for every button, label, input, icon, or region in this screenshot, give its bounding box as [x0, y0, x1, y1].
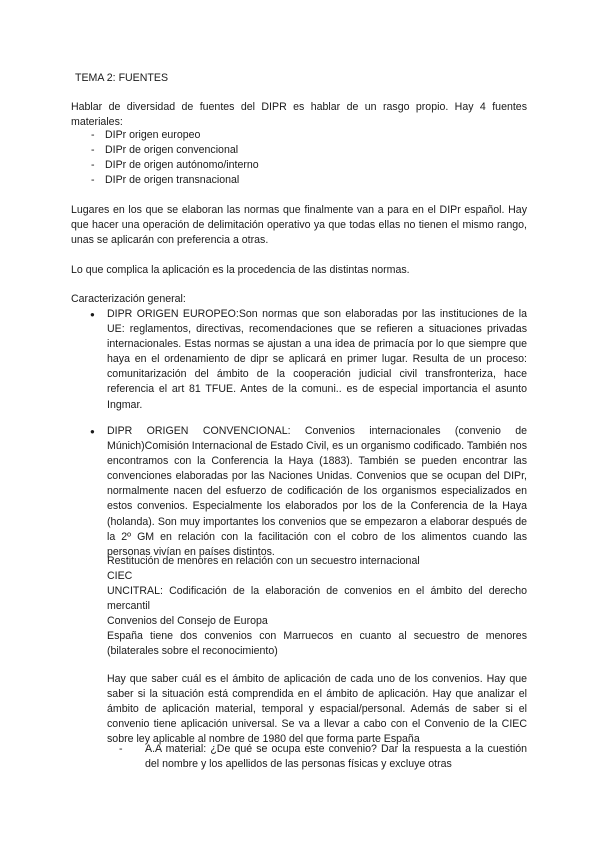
convencional-line: CIEC — [107, 570, 133, 582]
dash-marker: - — [91, 159, 95, 172]
dash-marker: - — [91, 174, 95, 187]
sources-list — [71, 128, 527, 188]
ambito-item-text: A.A material: ¿De qué se ocupa este convenio? Dar la respuesta a la cuestión del nombre y los apellidos de las personas físicas y excluye otras — [145, 743, 527, 771]
convencional-line: Restitución de menores en relación con un secuestro internacional — [107, 555, 420, 567]
ambito-paragraph: Hay que saber cuál es el ámbito de aplicación de cada uno de los convenios. Hay que saber si la situación está comprendida en el ámbito de aplicación. Hay que analizar el ámbito de aplicación material, temporal y espacial/personal. Además de saber si el convenio tiene aplicación universal. Se va a llevar a cabo con el Convenio de la CIEC sobre ley aplicable al nombre de 1980 del que forma parte España — [107, 673, 527, 746]
dash-marker: - — [91, 129, 95, 141]
convencional-line: Convenios del Consejo de Europa — [107, 615, 268, 627]
list-item: - DIPr de origen autónomo/interno — [71, 158, 527, 173]
bullet-marker: ● — [90, 427, 95, 436]
complica-paragraph: Lo que complica la aplicación es la procedencia de las distintas normas. — [71, 264, 410, 276]
page-title: TEMA 2: FUENTES — [75, 72, 169, 84]
dash-marker: - — [119, 743, 123, 755]
dash-marker: - — [91, 144, 95, 157]
intro-paragraph: Hablar de diversidad de fuentes del DIPR es hablar de un rasgo propio. Hay 4 fuentes materiales: — [71, 101, 527, 129]
bullet-text: DIPR ORIGEN EUROPEO:Son normas que son elaboradas por las instituciones de la UE: reglamentos, directivas, recomendaciones que se refieren a situaciones privadas internacionales. Estas normas se ajustan a una idea de primacía por lo que siempre que haya en el ordenamiento de dipr se aplicará en primer lugar. Resulta de un proceso: comunitarización del ámbito de la cooperación judicial civil transfronteriza, hace referencia el art 81 TFUE. Antes de la comuni.. es de especial importancia el asunto Ingmar. — [107, 308, 527, 411]
convencional-line: UNCITRAL: Codificación de la elaboración de convenios en el ámbito del derecho mercantil — [107, 585, 527, 613]
bullet-origen-convencional — [90, 424, 527, 558]
places-paragraph: Lugares en los que se elaboran las normas que finalmente van a para en el DIPr español. Hay que hacer una operación de delimitación operativo ya que todas ellas no tienen el mismo rango, unas se aplicarán con preferencia a otras. — [71, 204, 527, 247]
list-item: - DIPr de origen transnacional — [71, 173, 527, 188]
bullet-origen-europeo — [90, 307, 527, 411]
convencional-line: España tiene dos convenios con Marruecos en cuanto al secuestro de menores (bilaterales sobre el reconocimiento) — [107, 630, 527, 658]
bullet-marker: ● — [90, 310, 95, 319]
bullet-text: DIPR ORIGEN CONVENCIONAL: Convenios internacionales (convenio de Múnich)Comisión Internacional de Estado Civil, es un organismo codificado. También nos encontramos con la Conferencia la Haya (1883). También se pueden encontrar las convenciones elaboradas por las Naciones Unidas. Convenios que se ocupan del DIPr, normalmente nacen del esfuerzo de codificación de los organismos especializados en estos convenios. Especialmente los elaborados por los de la Conferencia de la Haya (holanda). Son muy importantes los convenios que se empezaron a elaborar después de la 2º GM en relación con la facilitación con el cobro de los alimentos cuando las personas vivían en países distintos. — [107, 425, 527, 558]
list-item: - DIPr origen europeo — [71, 128, 527, 143]
caracterizacion-heading: Caracterización general: — [71, 293, 186, 305]
list-item: - DIPr de origen convencional — [71, 143, 527, 158]
